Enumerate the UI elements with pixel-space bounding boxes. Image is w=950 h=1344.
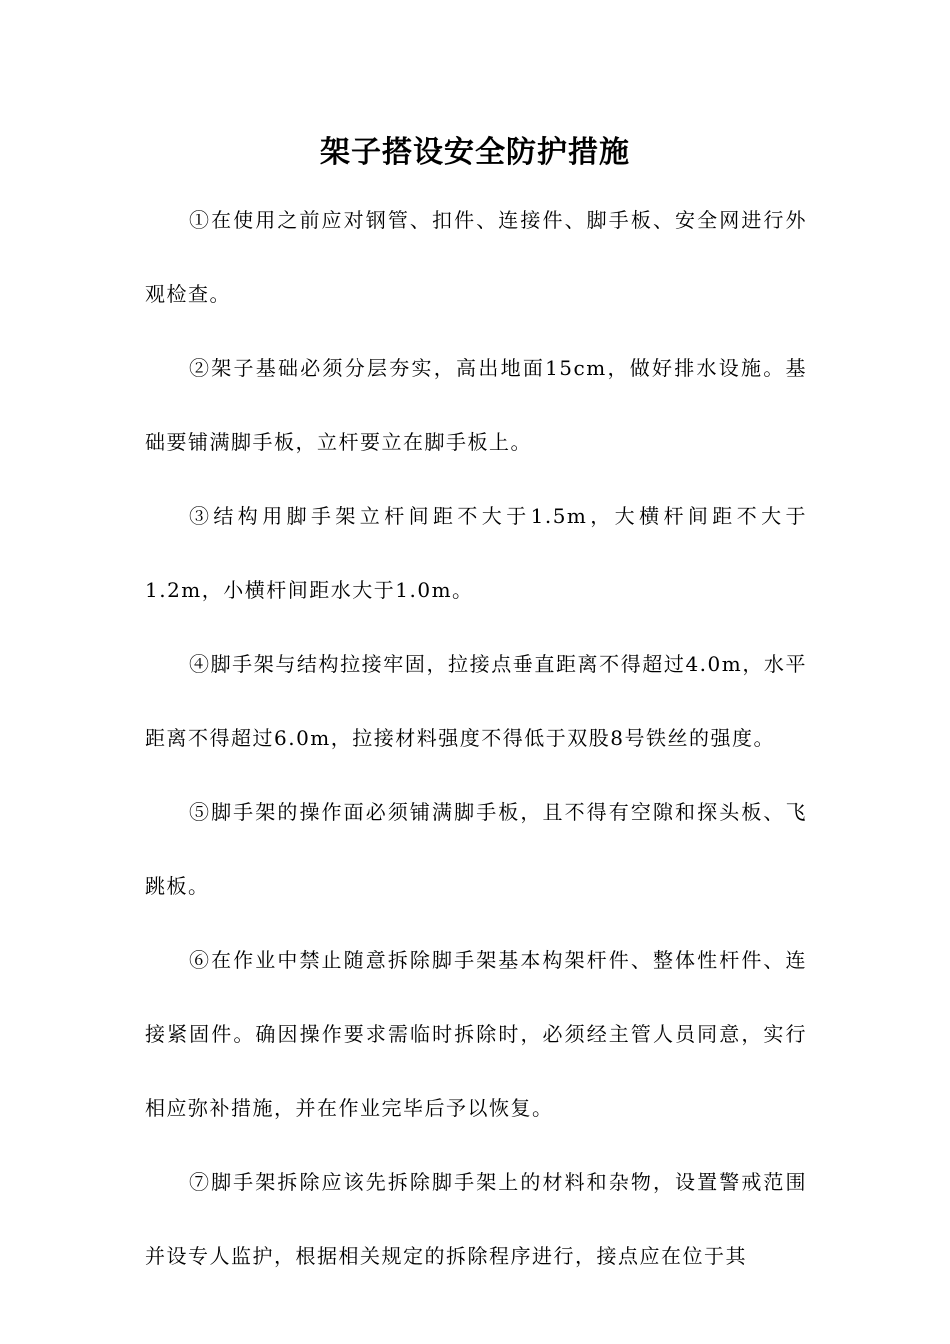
paragraph-3: ③结构用脚手架立杆间距不大于1.5m，大横杆间距不大于1.2m，小横杆间距水大于1.0m。 (145, 504, 807, 602)
document-body (145, 183, 807, 1293)
paragraph-4: ④脚手架与结构拉接牢固，拉接点垂直距离不得超过4.0m，水平距离不得超过6.0m，拉接材料强度不得低于双股8号铁丝的强度。 (145, 652, 807, 750)
document-title: 架子搭设安全防护措施 (320, 135, 630, 170)
paragraph-5: ⑤脚手架的操作面必须铺满脚手板，且不得有空隙和探头板、飞跳板。 (145, 800, 807, 898)
paragraph-7: ⑦脚手架拆除应该先拆除脚手架上的材料和杂物，设置警戒范围并设专人监护，根据相关规定的拆除程序进行，接点应在位于其 (145, 1170, 807, 1268)
paragraph-1: ①在使用之前应对钢管、扣件、连接件、脚手板、安全网进行外观检查。 (145, 208, 807, 306)
paragraph-6: ⑥在作业中禁止随意拆除脚手架基本构架杆件、整体性杆件、连接紧固件。确因操作要求需临时拆除时，必须经主管人员同意，实行相应弥补措施，并在作业完毕后予以恢复。 (145, 948, 807, 1120)
paragraph-2: ②架子基础必须分层夯实，高出地面15cm，做好排水设施。基础要铺满脚手板，立杆要立在脚手板上。 (145, 356, 807, 454)
